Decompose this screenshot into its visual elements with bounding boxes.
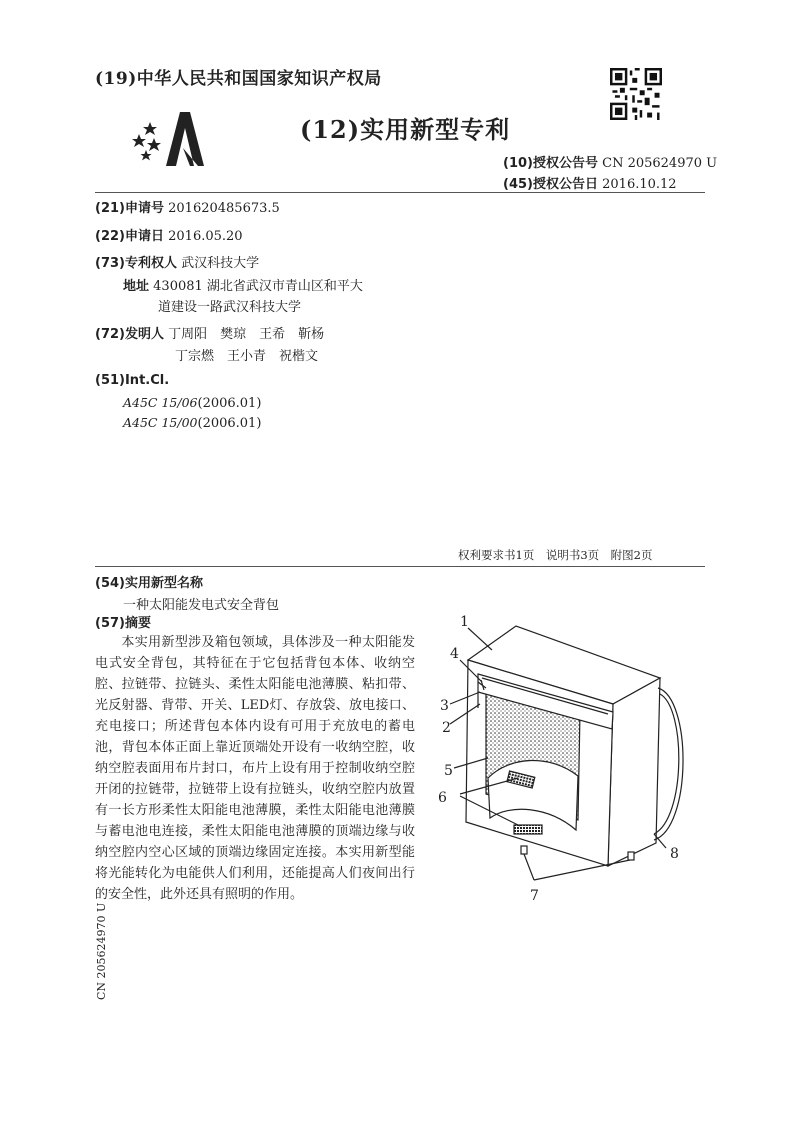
side-publication-code: CN 205624970 U xyxy=(95,902,108,1000)
figure-label-6: 6 xyxy=(438,790,447,806)
mid-rule xyxy=(95,566,705,567)
address-line2: 道建设一路武汉科技大学 xyxy=(158,300,302,315)
figure-label-4: 4 xyxy=(450,646,459,662)
pub-no-label: (10)授权公告号 xyxy=(503,156,598,171)
patent-type: (12)实用新型专利 xyxy=(300,115,511,144)
pub-no-value: CN 205624970 U xyxy=(602,156,718,171)
inventor-line2: 丁宗燃 王小青 祝楷文 xyxy=(175,349,319,364)
app-no-value: 201620485673.5 xyxy=(168,201,280,216)
inventor-line1: 丁周阳 樊琼 王希 靳杨 xyxy=(168,327,325,342)
figure-label-1: 1 xyxy=(460,614,469,630)
figure-label-5: 5 xyxy=(444,763,453,779)
intcl-1-code: A45C 15/06 xyxy=(123,395,198,410)
intcl-2-code: A45C 15/00 xyxy=(123,415,198,430)
logo-star-3 xyxy=(147,138,161,151)
backpack-figure xyxy=(430,608,700,908)
intcl-label: (51)Int.Cl. xyxy=(95,373,170,388)
header-rule xyxy=(95,192,705,193)
figure-label-3: 3 xyxy=(440,698,449,714)
switch xyxy=(514,825,542,834)
app-no-label: (21)申请号 xyxy=(95,201,164,216)
qr-code-icon xyxy=(610,68,662,120)
figure-label-8: 8 xyxy=(670,846,679,862)
logo-emblem xyxy=(166,112,204,166)
abstract-body: 本实用新型涉及箱包领域，具体涉及一种太阳能发电式安全背包，其特征在于它包括背包本体、收纳空腔、拉链带、拉链头、柔性太阳能电池薄膜、粘扣带、光反射器、背带、开关、LED灯、存放袋、放电接口、充电接口；所述背包本体内设有可用于充放电的蓄电池，背包本体正面上靠近顶端处开设有一收纳空腔，收纳空腔表面用布片封口，布片上设有用于控制收纳空腔开闭的拉链带，拉链带上设有拉链头，收纳空腔内放置有一长方形柔性太阳能电池薄膜，柔性太阳能电池薄膜与蓄电池电连接，柔性太阳能电池薄膜的顶端边缘与收纳空腔内空心区域的顶端边缘固定连接。本实用新型能将光能转化为电能供人们利用，还能提高人们夜间出行的安全性，此外还具有照明的作用。 xyxy=(95,635,415,902)
figure-label-2: 2 xyxy=(442,720,451,736)
abstract-text xyxy=(95,632,415,905)
logo-star-2 xyxy=(143,122,157,135)
logo-star-4 xyxy=(140,150,151,160)
title-label: (54)实用新型名称 xyxy=(95,576,203,591)
address-label: 地址 xyxy=(123,279,150,294)
address-line1: 430081 湖北省武汉市青山区和平大 xyxy=(153,279,363,294)
pages-info: 权利要求书1页 说明书3页 附图2页 xyxy=(458,548,653,562)
discharge-port xyxy=(628,852,634,860)
cnipa-logo xyxy=(128,108,218,170)
pub-date-value: 2016.10.12 xyxy=(602,177,677,192)
inventor-label: (72)发明人 xyxy=(95,327,164,342)
patentee-label: (73)专利权人 xyxy=(95,256,177,271)
intcl-2-version: (2006.01) xyxy=(197,416,262,431)
charge-port xyxy=(521,846,527,854)
utility-model-title: 一种太阳能发电式安全背包 xyxy=(123,598,280,613)
pub-date-label: (45)授权公告日 xyxy=(503,177,598,192)
abstract-label: (57)摘要 xyxy=(95,616,151,631)
bag-side-face xyxy=(608,678,660,866)
patentee-value: 武汉科技大学 xyxy=(181,256,260,271)
app-date-value: 2016.05.20 xyxy=(168,229,243,244)
office-name: (19)中华人民共和国国家知识产权局 xyxy=(95,69,382,89)
figure-label-7: 7 xyxy=(530,888,539,904)
app-date-label: (22)申请日 xyxy=(95,229,164,244)
logo-star-1 xyxy=(132,134,146,147)
intcl-1-version: (2006.01) xyxy=(197,396,262,411)
